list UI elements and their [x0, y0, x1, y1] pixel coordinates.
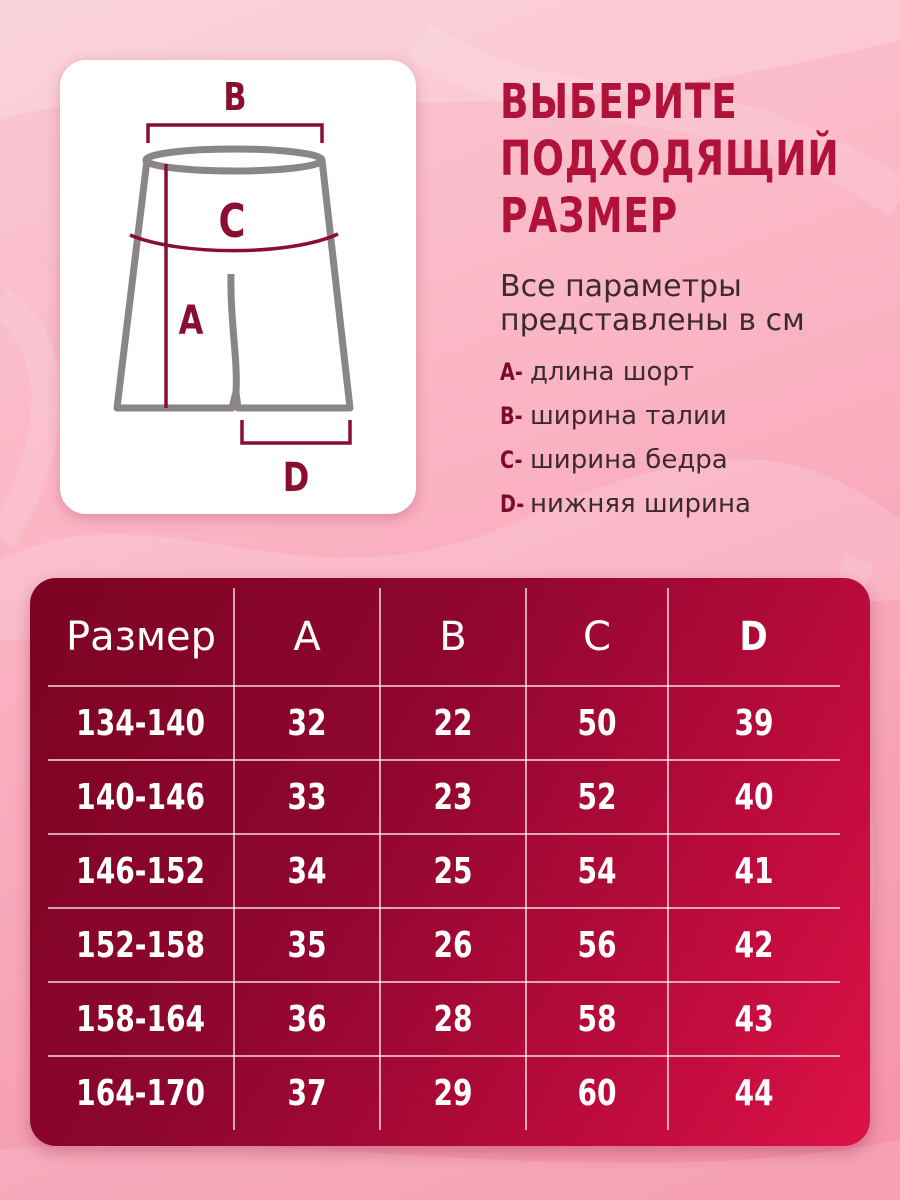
measurement-cell-b: 25 [433, 850, 473, 892]
measurement-cell-b: 26 [433, 924, 473, 966]
measurement-cell-a: 32 [287, 702, 327, 744]
size-range-cell: 164-170 [76, 1072, 206, 1114]
shorts-outline [117, 149, 350, 408]
measurement-cell-d: 39 [734, 702, 774, 744]
header-cell-size: Размер [65, 614, 217, 660]
size-range-cell: 146-152 [76, 850, 206, 892]
measurement-cell-c: 54 [577, 850, 617, 892]
size-range-cell: 140-146 [76, 776, 206, 818]
legend-text: ширина бедра [530, 445, 728, 475]
measurement-cell-b: 29 [433, 1072, 473, 1114]
legend-key: C- [500, 446, 523, 474]
header-cell-c: C [583, 614, 611, 660]
measurement-cell-c: 56 [577, 924, 617, 966]
measure-d-line [242, 420, 350, 443]
measurement-cell-d: 43 [734, 998, 774, 1040]
shorts-diagram [60, 60, 416, 514]
diagram-label-a: A [178, 296, 204, 344]
shorts-diagram-card [60, 60, 416, 514]
diagram-label-d: D [282, 453, 310, 501]
measurement-cell-a: 37 [287, 1072, 327, 1114]
measurement-cell-c: 50 [577, 702, 617, 744]
measurement-cell-b: 22 [433, 702, 473, 744]
size-table [30, 578, 870, 1146]
measurement-cell-d: 44 [734, 1072, 774, 1114]
legend-item [500, 482, 880, 526]
measurement-cell-a: 33 [287, 776, 327, 818]
measurement-cell-c: 60 [577, 1072, 617, 1114]
size-range-cell: 158-164 [76, 998, 206, 1040]
measurement-legend [500, 350, 880, 526]
legend-key: D- [500, 490, 525, 518]
header-cell-a: A [293, 614, 321, 660]
measurement-cell-a: 35 [287, 924, 327, 966]
measurement-cell-a: 34 [287, 850, 327, 892]
headline [500, 74, 840, 245]
headline-line: РАЗМЕР [500, 188, 678, 244]
diagram-label-c: C [218, 193, 246, 249]
measurement-cell-a: 36 [287, 998, 327, 1040]
measurement-cell-d: 40 [734, 776, 774, 818]
measurement-cell-d: 42 [734, 924, 774, 966]
legend-text: ширина талии [530, 401, 727, 431]
headline-line: ПОДХОДЯЩИЙ [500, 131, 840, 187]
measurement-cell-d: 41 [734, 850, 774, 892]
legend-key: B- [500, 402, 523, 430]
legend-key: A- [500, 358, 523, 386]
legend-text: нижняя ширина [530, 489, 751, 519]
measure-b-line [148, 125, 322, 143]
measurement-cell-b: 23 [433, 776, 473, 818]
measurement-cell-c: 58 [577, 998, 617, 1040]
header-cell-d: D [739, 614, 769, 660]
header-cell-b: B [439, 614, 467, 660]
legend-text: длина шорт [530, 357, 695, 387]
size-range-cell: 152-158 [76, 924, 206, 966]
diagram-label-b: B [223, 75, 247, 120]
measurement-cell-c: 52 [577, 776, 617, 818]
legend-item [500, 438, 880, 482]
legend-item [500, 350, 880, 394]
units-subtitle: Все параметры представлены в см [500, 269, 805, 338]
size-range-cell: 134-140 [76, 702, 206, 744]
measurement-cell-b: 28 [433, 998, 473, 1040]
headline-line: ВЫБЕРИТЕ [500, 74, 738, 130]
legend-item [500, 394, 880, 438]
